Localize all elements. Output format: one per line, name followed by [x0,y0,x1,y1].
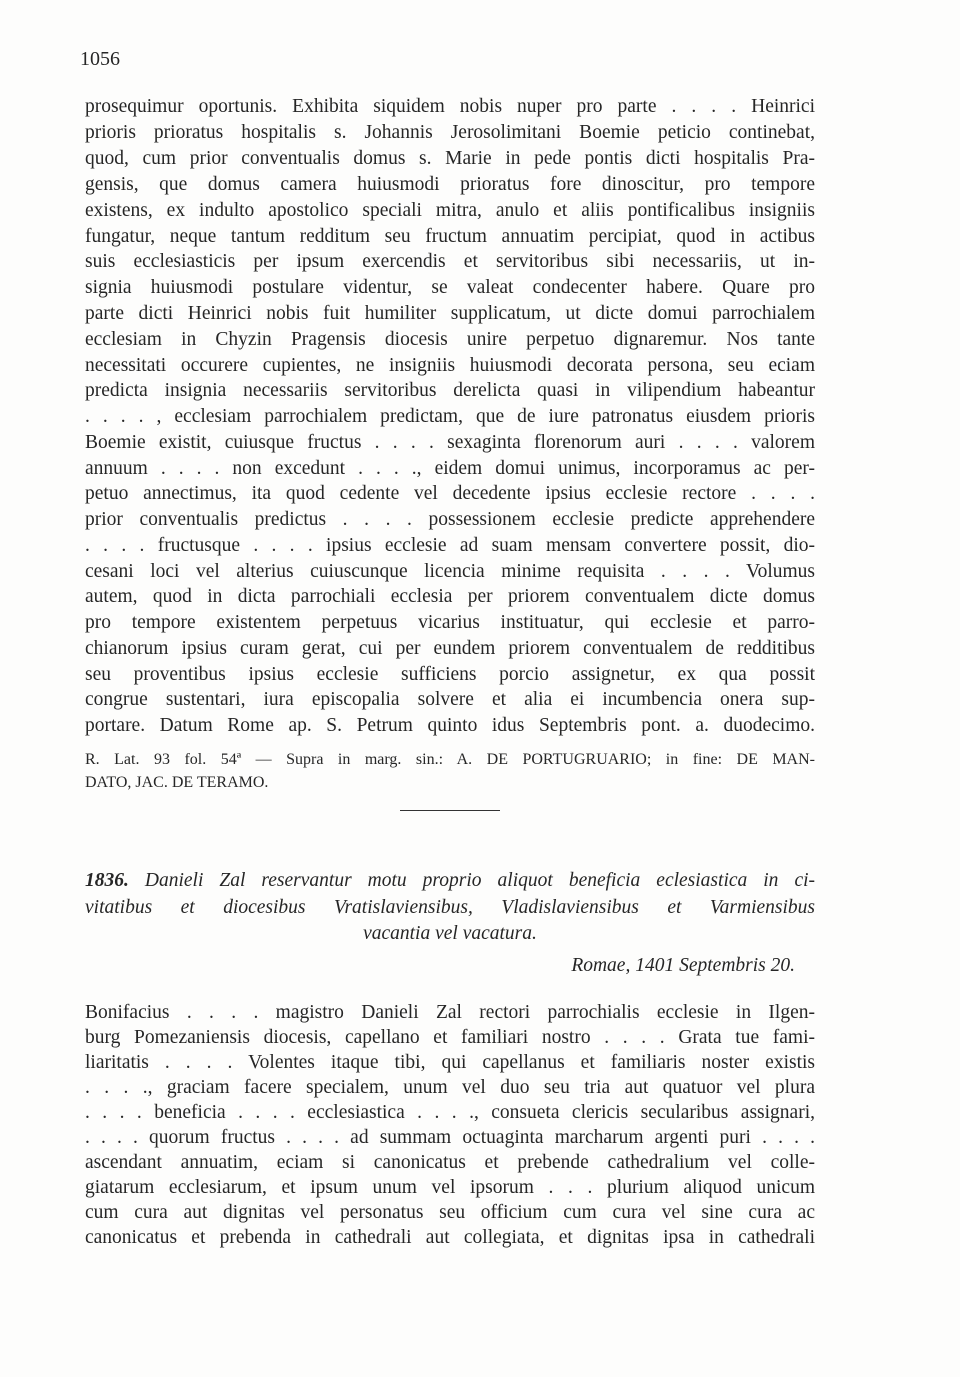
place-date: Romae, 1401 Septembris 20. [571,955,795,976]
text-line: canonicatus et prebenda in cathedrali aut collegiata, et dignitas ipsa in cathedrali [85,1227,815,1248]
text-line: burg Pomezaniensis diocesis, capellano et familiari nostro . . . . Grata tue fami- [85,1027,815,1048]
document-heading-line [85,870,815,892]
text-line: Bonifacius . . . . magistro Danieli Zal rectori parrochialis ecclesie in Ilgen- [85,1002,815,1023]
text-line: gensis, que domus camera huiusmodi prioratus fore dinoscitur, pro tempore [85,174,815,195]
text-line: portare. Datum Rome ap. S. Petrum quinto idus Septembris pont. a. duodecimo. [85,715,815,736]
text-line: cesani loci vel alterius cuiuscunque licencia minime requisita . . . . Volumus [85,561,815,582]
text-line: chianorum ipsius curam gerat, cui per eundem priorem conventualem de redditibus [85,638,815,659]
page-number: 1056 [80,48,120,70]
text-line: petuo annectimus, ita quod cedente vel decedente ipsius ecclesie rectore . . . . [85,483,815,504]
text-line: . . . ., graciam facere specialem, unum vel duo seu tria aut quatuor vel plura [85,1077,815,1098]
text-line: autem, quod in dicta parrochiali ecclesia per priorem conventualem dicte domus [85,586,815,607]
text-line: . . . . fructusque . . . . ipsius ecclesie ad suam mensam convertere possit, dio- [85,535,815,556]
text-line: seu proventibus ipsius ecclesie sufficiens porcio assignetur, ex qua possit [85,664,815,685]
text-line: fungatur, neque tantum redditum seu fructum annuatim percipiat, quod in actibus [85,226,815,247]
document-number: 1836. [85,870,129,891]
document-heading-line: vitatibus et diocesibus Vratislaviensibus, Vladislaviensibus et Varmiensibus [85,897,815,918]
text-line: ecclesiam in Chyzin Pragensis diocesis unire perpetuo dignaremur. Nos tante [85,329,815,350]
text-line: necessitati occurere cupientes, ne insigniis huiusmodi decorata persona, seu eciam [85,355,815,376]
text-line: ascendant annuatim, eciam si canonicatus et prebende cathedralium vel colle- [85,1152,815,1173]
text-line: predicta insignia necessariis servitoribus derelicta quasi in vilipendium habeantur [85,380,815,401]
text-line: signia huiusmodi postulare videntur, se valeat condecenter habere. Quare pro [85,277,815,298]
text-line: quod, cum prior conventualis domus s. Marie in pede pontis dicti hospitalis Pra- [85,148,815,169]
text-line: . . . . , ecclesiam parrochialem predictam, que de iure patronatus eiusdem prioris [85,406,815,427]
text-line: cum cura aut dignitas vel personatus seu officium cum cura vel sine cura ac [85,1202,815,1223]
text-line: Boemie existit, cuiusque fructus . . . . sexaginta florenorum auri . . . . valorem [85,432,815,453]
text-line: pro tempore existentem perpetuus vicarius instituatur, qui ecclesie et parro- [85,612,815,633]
text-line: . . . . beneficia . . . . ecclesiastica . . . ., consueta clericis secularibus assignari, [85,1102,815,1123]
text-line: existens, ex indulto apostolico speciali mitra, anulo et aliis pontificalibus insigniis [85,200,815,221]
document-heading-line: vacantia vel vacatura. [363,923,537,944]
text-line: liaritatis . . . . Volentes itaque tibi, qui capellanus et familiaris noster existis [85,1052,815,1073]
section-divider [400,810,500,811]
text-line: prosequimur oportunis. Exhibita siquidem nobis nuper pro parte . . . . Heinrici [85,96,815,117]
text-line: prioris prioratus hospitalis s. Johannis Jerosolimitani Boemie peticio continebat, [85,122,815,143]
text-line: annuum . . . . non excedunt . . . ., eidem domui unimus, incorporamus ac per- [85,458,815,479]
text-line: . . . . quorum fructus . . . . ad summam octuaginta marcharum argenti puri . . . . [85,1127,815,1148]
text-line: congrue sustentari, iura episcopalia solvere et alia ei incumbencia onera sup- [85,689,815,710]
document-heading-text: Danieli Zal reservantur motu proprio aliquot beneficia eclesiastica in ci- [144,870,816,891]
text-line: giatarum ecclesiarum, et ipsum unum vel ipsorum . . . plurium aliquod unicum [85,1177,815,1198]
source-note-line: DATO, JAC. DE TERAMO. [85,774,269,791]
source-note-line: R. Lat. 93 fol. 54ª — Supra in marg. sin.: A. DE PORTUGRUARIO; in fine: DE MAN- [85,751,815,768]
text-line: suis ecclesiasticis per ipsum exercendis et servitoribus sibi necessariis, ut in- [85,251,815,272]
text-line: parte dicti Heinrici nobis fuit humiliter supplicatum, ut dicte domui parrochialem [85,303,815,324]
text-line: prior conventualis predictus . . . . possessionem ecclesie predicte apprehendere [85,509,815,530]
